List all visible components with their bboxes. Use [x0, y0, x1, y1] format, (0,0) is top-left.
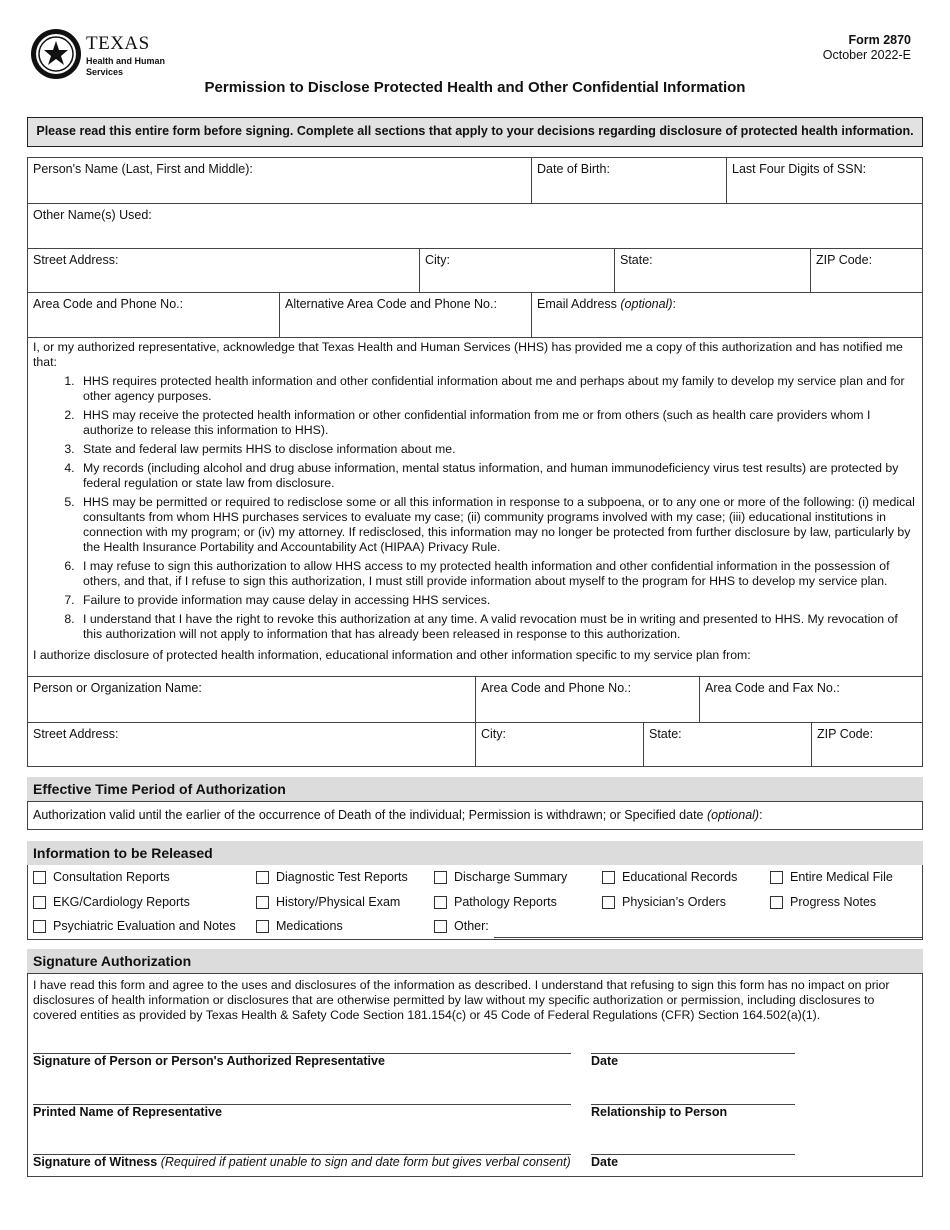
org-zip-label: ZIP Code:: [817, 727, 874, 741]
list-item: 4. My records (including alcohol and drug abuse information, mental status information, and human immunodeficiency virus test results) are protected by federal regulation or state law from disclosure.: [78, 461, 917, 491]
org-phone-label: Area Code and Phone No.:: [481, 681, 632, 695]
org-fax-label: Area Code and Fax No.:: [705, 681, 840, 695]
dob-label: Date of Birth:: [537, 162, 610, 176]
zip-label: ZIP Code:: [816, 253, 873, 267]
checkbox-educational-records[interactable]: [602, 870, 737, 884]
checkbox-label: Consultation Reports: [53, 870, 170, 884]
alt-phone-label: Alternative Area Code and Phone No.:: [285, 297, 497, 311]
authorize-statement: I authorize disclosure of protected health information, educational information and other information specific to my service plan from:: [33, 648, 751, 662]
checkbox-label: Discharge Summary: [454, 870, 568, 884]
list-item: 7. Failure to provide information may cause delay in accessing HHS services.: [78, 593, 917, 608]
checkbox-box[interactable]: [256, 920, 269, 933]
texas-seal-icon: [30, 28, 82, 80]
phone-label: Area Code and Phone No.:: [33, 297, 184, 311]
person-info-grid: [27, 157, 923, 338]
checkbox-diagnostic-test-reports[interactable]: [256, 870, 408, 884]
list-item: 1. HHS requires protected health information and other confidential information about me and perhaps about my family to develop my service plan and for other agency purposes.: [78, 374, 917, 404]
checkbox-box[interactable]: [33, 896, 46, 909]
dob-field[interactable]: [531, 158, 726, 203]
checkbox-box[interactable]: [434, 896, 447, 909]
checkbox-medications[interactable]: [256, 919, 343, 933]
checkbox-pathology-reports[interactable]: [434, 895, 557, 909]
other-names-field[interactable]: [28, 204, 922, 248]
effective-optional: (optional): [706, 808, 760, 822]
page-title: Permission to Disclose Protected Health and Other Confidential Information: [204, 79, 746, 96]
list-item: 8. I understand that I have the right to revoke this authorization at any time. A valid revocation must be in writing and presented to HHS. My revocation of this authorization will not apply to information that has already been released in response to this authorization.: [78, 612, 917, 642]
acknowledgment-section: [27, 336, 923, 677]
checkbox-box[interactable]: [770, 896, 783, 909]
checkbox-label: History/Physical Exam: [276, 895, 401, 909]
email-field[interactable]: [531, 293, 922, 337]
city-field[interactable]: [419, 249, 614, 292]
org-street-field[interactable]: [28, 723, 475, 766]
other-input-line[interactable]: [494, 937, 922, 938]
organization-grid: [27, 676, 923, 767]
org-name-field[interactable]: [28, 677, 475, 722]
checkbox-box[interactable]: [33, 871, 46, 884]
checkbox-label: EKG/Cardiology Reports: [53, 895, 190, 909]
phone-field[interactable]: [28, 293, 279, 337]
witness-note: (Required if patient unable to sign and date form but gives verbal consent): [160, 1155, 571, 1169]
agency-subname: Health and Human Services: [86, 56, 166, 77]
org-street-label: Street Address:: [33, 727, 119, 741]
checkbox-history-physical-exam[interactable]: [256, 895, 400, 909]
checkbox-box[interactable]: [602, 871, 615, 884]
org-zip-field[interactable]: [811, 723, 922, 766]
effective-colon: :: [759, 808, 763, 822]
org-state-field[interactable]: [643, 723, 811, 766]
checkbox-label: Educational Records: [622, 870, 738, 884]
checkbox-psychiatric-evaluation[interactable]: [33, 919, 236, 933]
ack-list: [78, 374, 917, 642]
checkbox-entire-medical-file[interactable]: [770, 870, 893, 884]
checkbox-box[interactable]: [434, 871, 447, 884]
witness-sig-label: [33, 1155, 571, 1169]
street-address-field[interactable]: [28, 249, 419, 292]
hhs-logo: [30, 28, 170, 80]
checkbox-box[interactable]: [33, 920, 46, 933]
checkbox-label: Entire Medical File: [790, 870, 893, 884]
printed-name-label: Printed Name of Representative: [33, 1105, 222, 1119]
agency-name: TEXAS: [86, 33, 150, 54]
zip-field[interactable]: [810, 249, 922, 292]
info-release-heading: Information to be Released: [27, 841, 923, 865]
checkbox-consultation-reports[interactable]: [33, 870, 170, 884]
list-item: 5. HHS may be permitted or required to redisclose some or all this information in response to a subpoena, or to any one or more of the following: (i) medical consultants from whom HHS purchases services to evaluate my case; (ii) community programs involved with my case; (iii) educational institutions in connection with my program; or (iv) my attorney. If redisclosed, this information may no longer be protected from further disclosure by law, particularly by the Health Insurance Portability and Accountability Act (HIPAA) Privacy Rule.: [78, 495, 917, 555]
checkbox-box[interactable]: [256, 871, 269, 884]
state-field[interactable]: [614, 249, 810, 292]
checkbox-box[interactable]: [434, 920, 447, 933]
ack-intro: I, or my authorized representative, acknowledge that Texas Health and Human Services (HHS) has provided me a copy of this authorization and has notified me that:: [33, 340, 903, 369]
checkbox-discharge-summary[interactable]: [434, 870, 567, 884]
ssn-label: Last Four Digits of SSN:: [732, 162, 867, 176]
checkbox-box[interactable]: [256, 896, 269, 909]
email-optional: (optional): [620, 297, 673, 311]
checkbox-physicians-orders[interactable]: [602, 895, 726, 909]
city-label: City:: [425, 253, 450, 267]
checkbox-box[interactable]: [602, 896, 615, 909]
checkbox-label: Diagnostic Test Reports: [276, 870, 408, 884]
street-address-label: Street Address:: [33, 253, 119, 267]
email-colon: :: [672, 297, 676, 311]
person-name-field[interactable]: [28, 158, 531, 203]
relationship-label: Relationship to Person: [591, 1105, 728, 1119]
witness-date-line[interactable]: [591, 1154, 795, 1155]
checkbox-progress-notes[interactable]: [770, 895, 876, 909]
list-item: 2. HHS may receive the protected health information or other confidential information from me or from others (such as health care providers whom I authorize to release this information to HHS).: [78, 408, 917, 438]
checkbox-label: Physician’s Orders: [622, 895, 726, 909]
person-name-label: Person's Name (Last, First and Middle):: [33, 162, 253, 176]
effective-period-text: Authorization valid until the earlier of the occurrence of Death of the individual; Permission is withdrawn; or Specified date: [33, 808, 704, 822]
checkbox-label: Psychiatric Evaluation and Notes: [53, 919, 236, 933]
signature-heading: Signature Authorization: [27, 949, 923, 973]
list-item: 3. State and federal law permits HHS to disclose information about me.: [78, 442, 917, 457]
org-city-label: City:: [481, 727, 506, 741]
checkbox-label: Other:: [454, 919, 489, 933]
sig-date-line[interactable]: [591, 1053, 795, 1054]
checkbox-box[interactable]: [770, 871, 783, 884]
witness-sig-text: Signature of Witness: [33, 1155, 158, 1169]
checkbox-other[interactable]: [434, 919, 489, 933]
email-label: Email Address: [537, 297, 617, 311]
list-item: 6. I may refuse to sign this authorization to allow HHS access to my protected health information and other confidential information in the possession of others, and that, if I refuse to sign this authorization, I must still provide information about myself to the program for HHS to develop my service plan.: [78, 559, 917, 589]
form-number: Form 2870: [848, 33, 911, 47]
signature-section: [27, 973, 923, 1177]
form-date: October 2022-E: [822, 48, 911, 62]
checkbox-ekg-cardiology-reports[interactable]: [33, 895, 190, 909]
ssn-field[interactable]: [726, 158, 922, 203]
checkbox-label: Progress Notes: [790, 895, 877, 909]
alt-phone-field[interactable]: [279, 293, 531, 337]
org-name-label: Person or Organization Name:: [33, 681, 202, 695]
signature-statement: I have read this form and agree to the uses and disclosures of the information as described. I understand that refusing to sign this form has no impact on prior disclosures of health information or disclosures that are otherwise permitted by law without my specific authorization or permission, including disclosures to covered entities as provided by Texas Health & Safety Code Section 181.154(c) or 45 Code of Federal Regulations (CFR) Section 164.502(a)(1).: [33, 978, 890, 1022]
org-state-label: State:: [649, 727, 682, 741]
org-phone-field[interactable]: [475, 677, 699, 722]
effective-period-heading: Effective Time Period of Authorization: [27, 777, 923, 801]
checkbox-label: Medications: [276, 919, 343, 933]
sig-person-label: Signature of Person or Person's Authorized Representative: [33, 1054, 385, 1068]
org-fax-field[interactable]: [699, 677, 922, 722]
checkbox-label: Pathology Reports: [454, 895, 557, 909]
state-label: State:: [620, 253, 653, 267]
instructions-notice: Please read this entire form before signing. Complete all sections that apply to your decisions regarding disclosure of protected health information.: [27, 117, 923, 147]
org-city-field[interactable]: [475, 723, 643, 766]
sig-date-label: Date: [591, 1054, 619, 1068]
effective-period-field[interactable]: [27, 801, 923, 830]
form-id: [823, 33, 911, 63]
other-names-label: Other Name(s) Used:: [33, 208, 152, 222]
witness-date-label: Date: [591, 1155, 619, 1169]
